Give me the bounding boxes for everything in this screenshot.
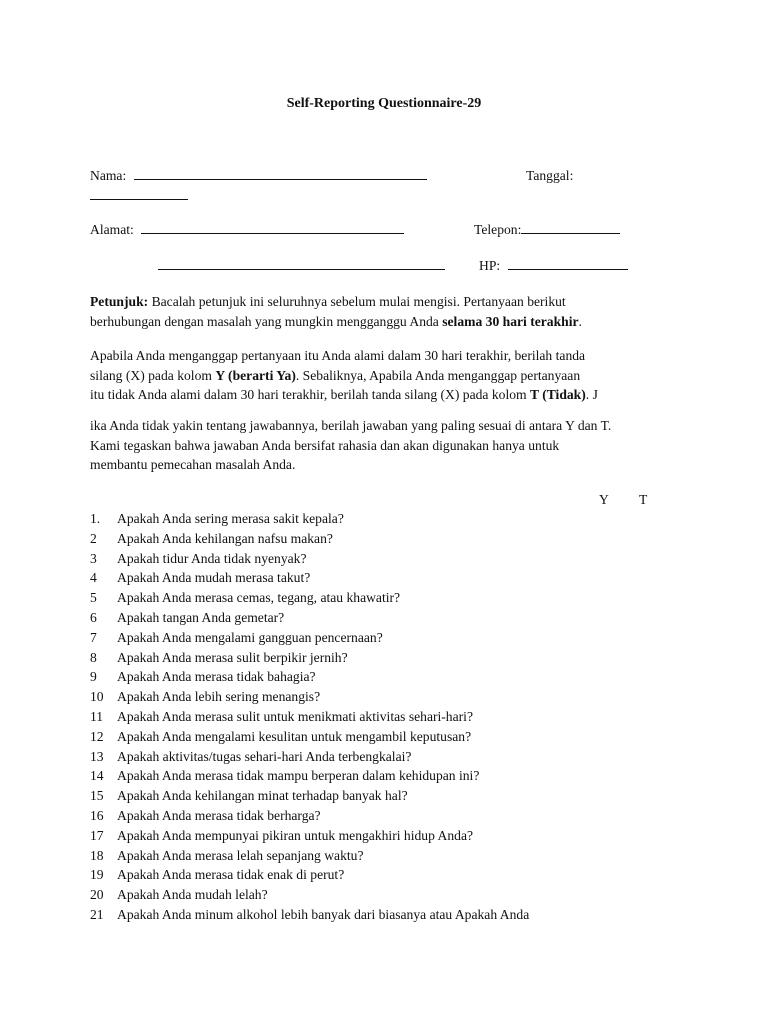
question-number: 17 xyxy=(90,827,104,843)
address-label: Alamat: xyxy=(90,222,134,237)
phone-blank[interactable] xyxy=(521,220,620,234)
address-field-row xyxy=(90,220,404,240)
question-number: 4 xyxy=(90,570,97,586)
question-text: Apakah Anda merasa tidak enak di perut? xyxy=(117,867,345,883)
instructions-p1-line2-end: . xyxy=(578,313,582,329)
question-number: 5 xyxy=(90,590,97,606)
question-text: Apakah Anda kehilangan minat terhadap banyak hal? xyxy=(117,788,408,804)
instructions-p3-line3: membantu pemecahan masalah Anda. xyxy=(90,457,296,472)
question-number: 1. xyxy=(90,511,101,526)
instructions-p3-line1: ika Anda tidak yakin tentang jawabannya, berilah jawaban yang paling sesuai di antara Y dan T. xyxy=(90,418,612,433)
instructions-p2-line2-end: . Sebaliknya, Apabila Anda menganggap pertanyaan xyxy=(295,367,581,383)
instructions-p1-line1: Bacalah petunjuk ini seluruhnya sebelum mulai mengisi. Pertanyaan berikut xyxy=(148,294,566,309)
question-text: Apakah tidur Anda tidak nyenyak? xyxy=(117,550,307,566)
question-number: 11 xyxy=(90,709,104,724)
instructions-p3-line2: Kami tegaskan bahwa jawaban Anda bersifat rahasia dan akan digunakan hanya untuk xyxy=(90,437,560,453)
question-text: Apakah Anda mudah merasa takut? xyxy=(117,570,311,586)
hp-blank[interactable] xyxy=(508,256,628,270)
question-number: 2 xyxy=(90,530,97,546)
question-number: 9 xyxy=(90,669,97,685)
question-number: 12 xyxy=(90,728,104,744)
instructions-lead: Petunjuk: xyxy=(90,294,149,309)
question-number: 14 xyxy=(90,768,104,784)
instructions-no-emphasis: T (Tidak) xyxy=(529,387,586,402)
phone-label: Telepon: xyxy=(474,222,522,237)
address-line2-blank[interactable] xyxy=(158,256,445,270)
question-number: 19 xyxy=(90,867,104,883)
question-text: Apakah Anda merasa lelah sepanjang waktu? xyxy=(117,847,364,863)
question-text: Apakah Anda mempunyai pikiran untuk mengakhiri hidup Anda? xyxy=(117,827,474,843)
name-blank[interactable] xyxy=(134,166,427,180)
question-number: 21 xyxy=(90,907,104,922)
question-text: Apakah Anda merasa tidak berharga? xyxy=(117,808,321,823)
hp-label: HP: xyxy=(479,258,501,273)
question-text: Apakah Anda mengalami gangguan pencernaan? xyxy=(117,629,383,645)
address-line2-row xyxy=(158,256,445,276)
instructions-p1-line2-start: berhubungan dengan masalah yang mungkin mengganggu Anda xyxy=(90,313,443,329)
instructions-p2-line1: Apabila Anda menganggap pertanyaan itu Anda alami dalam 30 hari terakhir, berilah tanda xyxy=(90,348,586,363)
address-blank[interactable] xyxy=(141,220,404,234)
name-label: Nama: xyxy=(90,168,127,183)
instructions-yes-emphasis: Y (berarti Ya) xyxy=(215,367,296,383)
instructions-paragraph-3 xyxy=(90,416,690,475)
date-blank[interactable] xyxy=(90,186,188,200)
question-number: 13 xyxy=(90,748,104,764)
question-number: 20 xyxy=(90,887,104,903)
question-text: Apakah Anda mengalami kesulitan untuk mengambil keputusan? xyxy=(117,728,472,744)
question-text: Apakah Anda sering merasa sakit kepala? xyxy=(117,511,344,526)
question-number: 8 xyxy=(90,649,97,665)
question-text: Apakah Anda merasa tidak bahagia? xyxy=(117,669,316,685)
question-number: 18 xyxy=(90,847,104,863)
question-text: Apakah tangan Anda gemetar? xyxy=(117,610,285,625)
page-title: Self-Reporting Questionnaire-29 xyxy=(286,96,482,111)
instructions-paragraph-2 xyxy=(90,346,690,405)
question-text: Apakah Anda merasa sulit berpikir jernih? xyxy=(117,649,348,665)
instructions-p2-line3-end: . J xyxy=(585,387,598,402)
question-number: 10 xyxy=(90,689,104,705)
question-text: Apakah Anda kehilangan nafsu makan? xyxy=(117,530,333,546)
column-header-no: T xyxy=(639,492,648,507)
question-text: Apakah Anda lebih sering menangis? xyxy=(117,689,321,705)
instructions-p2-line2-start: silang (X) pada kolom xyxy=(90,367,216,383)
question-text: Apakah Anda mudah lelah? xyxy=(117,887,268,903)
question-text: Apakah Anda minum alkohol lebih banyak dari biasanya atau Apakah Anda xyxy=(117,907,530,922)
question-number: 16 xyxy=(90,808,104,823)
instructions-paragraph-1 xyxy=(90,292,690,331)
name-field-row xyxy=(90,166,427,186)
question-text: Apakah Anda merasa cemas, tegang, atau khawatir? xyxy=(117,590,401,606)
hp-field-row xyxy=(479,256,628,276)
question-text: Apakah aktivitas/tugas sehari-hari Anda terbengkalai? xyxy=(117,748,412,764)
column-header-yes: Y xyxy=(599,492,609,507)
date-label: Tanggal: xyxy=(526,168,574,183)
question-text: Apakah Anda merasa tidak mampu berperan dalam kehidupan ini? xyxy=(117,768,480,784)
instructions-p2-line3-start: itu tidak Anda alami dalam 30 hari terakhir, berilah tanda silang (X) pada kolom xyxy=(90,387,530,402)
question-number: 6 xyxy=(90,610,97,625)
question-number: 7 xyxy=(90,629,97,645)
question-number: 15 xyxy=(90,788,104,804)
instructions-p1-emphasis: selama 30 hari terakhir xyxy=(442,313,579,329)
question-text: Apakah Anda merasa sulit untuk menikmati aktivitas sehari-hari? xyxy=(117,709,473,724)
date-blank-row xyxy=(90,186,188,206)
question-number: 3 xyxy=(90,550,97,566)
phone-field-row xyxy=(474,220,620,240)
